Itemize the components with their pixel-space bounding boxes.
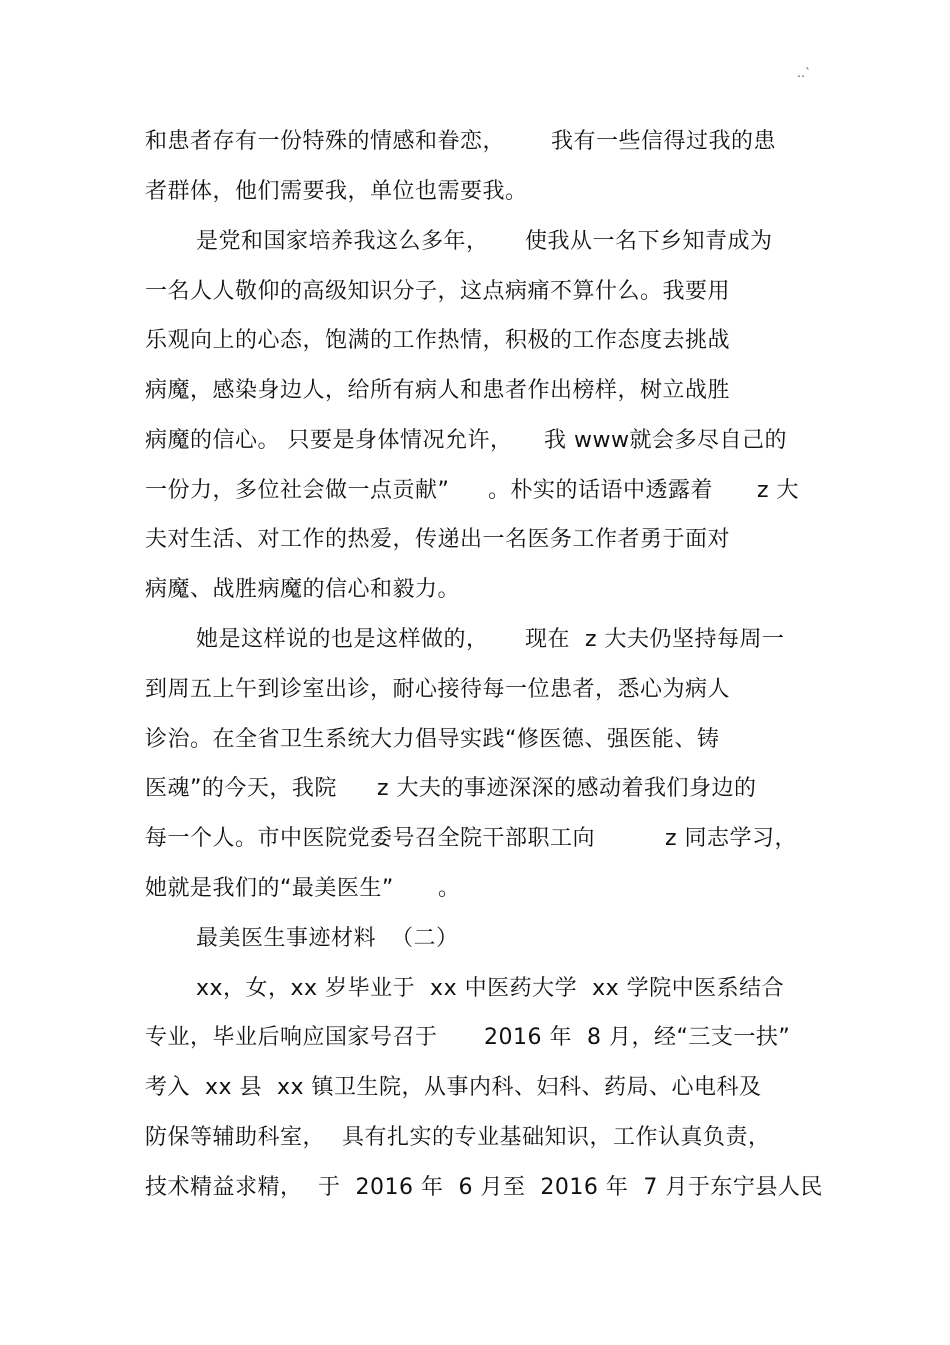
text-segment: 工作认真负责， <box>613 1125 771 1150</box>
text-segment: 是党和国家培养我这么多年， <box>196 229 489 254</box>
text-segment: 她就是我们的“最美医生” <box>145 876 394 901</box>
text-segment: z 大 <box>757 478 800 503</box>
text-segment: 。 <box>438 876 461 901</box>
text-segment: 每一个人。市中医院党委号召全院干部职工向 <box>145 826 596 851</box>
text-segment: 医魂”的今天，我院 <box>145 776 337 801</box>
text-segment: 我有一些信得过我的患 <box>551 129 777 154</box>
text-segment: 考入 xx 县 xx 镇卫生院，从事内科、妇科、药局、心电科及 <box>145 1075 762 1100</box>
text-segment: 专业，毕业后响应国家号召于 <box>145 1025 438 1050</box>
text-segment: 诊治。在全省卫生系统大力倡导实践“修医德、强医能、铸 <box>145 727 720 752</box>
text-segment: 病魔，感染身边人，给所有病人和患者作出榜样，树立战胜 <box>145 378 731 403</box>
text-segment: 一名人人敬仰的高级知识分子，这点病痛不算什么。我要用 <box>145 279 731 304</box>
text-segment: 技术精益求精， <box>145 1175 303 1200</box>
text-segment: z 同志学习， <box>665 826 798 851</box>
text-segment: 乐观向上的心态，饱满的工作热情，积极的工作态度去挑战 <box>145 328 731 353</box>
text-segment: 她是这样说的也是这样做的， <box>196 627 489 652</box>
text-segment: 夫对生活、对工作的热爱，传递出一名医务工作者勇于面对 <box>145 527 731 552</box>
text-segment: z 大夫的事迹深深的感动着我们身边的 <box>377 776 757 801</box>
text-segment: 防保等辅助科室， <box>145 1125 326 1150</box>
text-segment: 使我从一名下乡知青成为 <box>525 229 773 254</box>
text-segment: 一份力，多位社会做一点贡献” <box>145 478 450 503</box>
text-segment: 2016 年 8 月，经“三支一扶” <box>484 1025 791 1050</box>
text-segment: xx，女，xx 岁毕业于 xx 中医药大学 xx 学院中医系结合 <box>196 976 785 1001</box>
text-segment: 到周五上午到诊室出诊，耐心接待每一位患者，悉心为病人 <box>145 677 731 702</box>
text-segment: 最美医生事迹材料 （二） <box>196 926 459 951</box>
text-segment: 病魔的信心。 只要是身体情况允许， <box>145 428 513 453</box>
corner-mark: ‥` <box>797 66 812 80</box>
text-segment: 我 www就会多尽自己的 <box>544 428 787 453</box>
text-segment: 现在 z 大夫仍坚持每周一 <box>525 627 785 652</box>
text-segment: 于 2016 年 6 月至 2016 年 7 月于东宁县人民 <box>318 1175 823 1200</box>
text-segment: 者群体，他们需要我，单位也需要我。 <box>145 179 528 204</box>
text-segment: 具有扎实的专业基础知识， <box>342 1125 613 1150</box>
text-segment: 。朴实的话语中透露着 <box>488 478 714 503</box>
text-segment: 和患者存有一份特殊的情感和眷恋， <box>145 129 506 154</box>
text-segment: 病魔、战胜病魔的信心和毅力。 <box>145 577 461 602</box>
